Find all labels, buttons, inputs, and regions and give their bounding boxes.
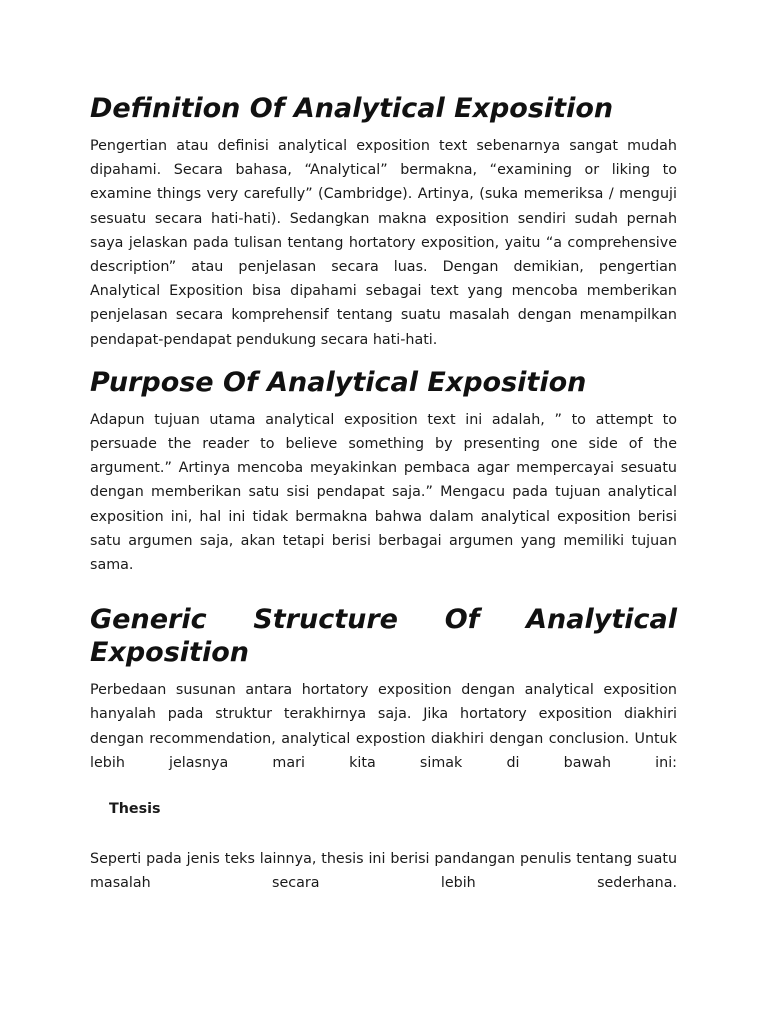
spacer [90,577,677,603]
paragraph-generic-structure: Perbedaan susunan antara hortatory exposition dengan analytical exposition hanyalah pada struktur terakhirnya saja. Jika hortatory exposition diakhiri dengan recommendation, analytical expostion diakhiri dengan conclusion. Untuk lebih jelasnya mari kita simak di bawah ini: [90,682,677,771]
paragraph-definition: Pengertian atau definisi analytical exposition text sebenarnya sangat mudah dipahami. Secara bahasa, “Analytical” bermakna, “examining or liking to examine things very carefully” (Cambridge). Artinya, (suka memeriksa / menguji sesuatu secara hati-hati). Sedangkan makna exposition sendiri sudah pernah saya jelaskan pada tulisan tentang hortatory exposition, yaitu “a comprehensive description” atau penjelasan secara luas. Dengan demikian, pengertian Analytical Exposition bisa dipahami sebagai text yang mencoba memberikan penjelasan secara komprehensif tentang suatu masalah dengan menampilkan pendapat-pendapat pendukung secara hati-hati. [90,138,677,348]
heading-generic-structure [90,603,677,669]
heading-word: Of [444,604,480,636]
paragraph-thesis: Seperti pada jenis teks lainnya, thesis ini berisi pandangan penulis tentang suatu masalah secara lebih sederhana. [90,851,677,892]
paragraph-purpose: Adapun tujuan utama analytical exposition text ini adalah, ” to attempt to persuade the reader to believe something by presenting one side of the argument.” Artinya mencoba meyakinkan pembaca agar mempercayai sesuatu dengan memberikan satu sisi pendapat saja.” Mengacu pada tujuan analytical exposition ini, hal ini tidak bermakna bahwa dalam analytical exposition berisi satu argumen saja, akan tetapi berisi berbagai argumen yang memiliki tujuan sama. [90,411,677,574]
heading-word: Generic [90,604,207,636]
heading-definition: Definition Of Analytical Exposition [90,93,614,124]
document-page [90,92,677,895]
spacer [90,821,677,847]
heading-word: Analytical [526,604,677,636]
heading-generic-structure-line2: Exposition [90,637,249,669]
heading-purpose: Purpose Of Analytical Exposition [90,366,587,398]
subheading-thesis: Thesis [109,801,161,818]
heading-generic-structure-line1 [90,603,677,636]
spacer [90,352,677,366]
heading-word: Structure [253,604,398,636]
